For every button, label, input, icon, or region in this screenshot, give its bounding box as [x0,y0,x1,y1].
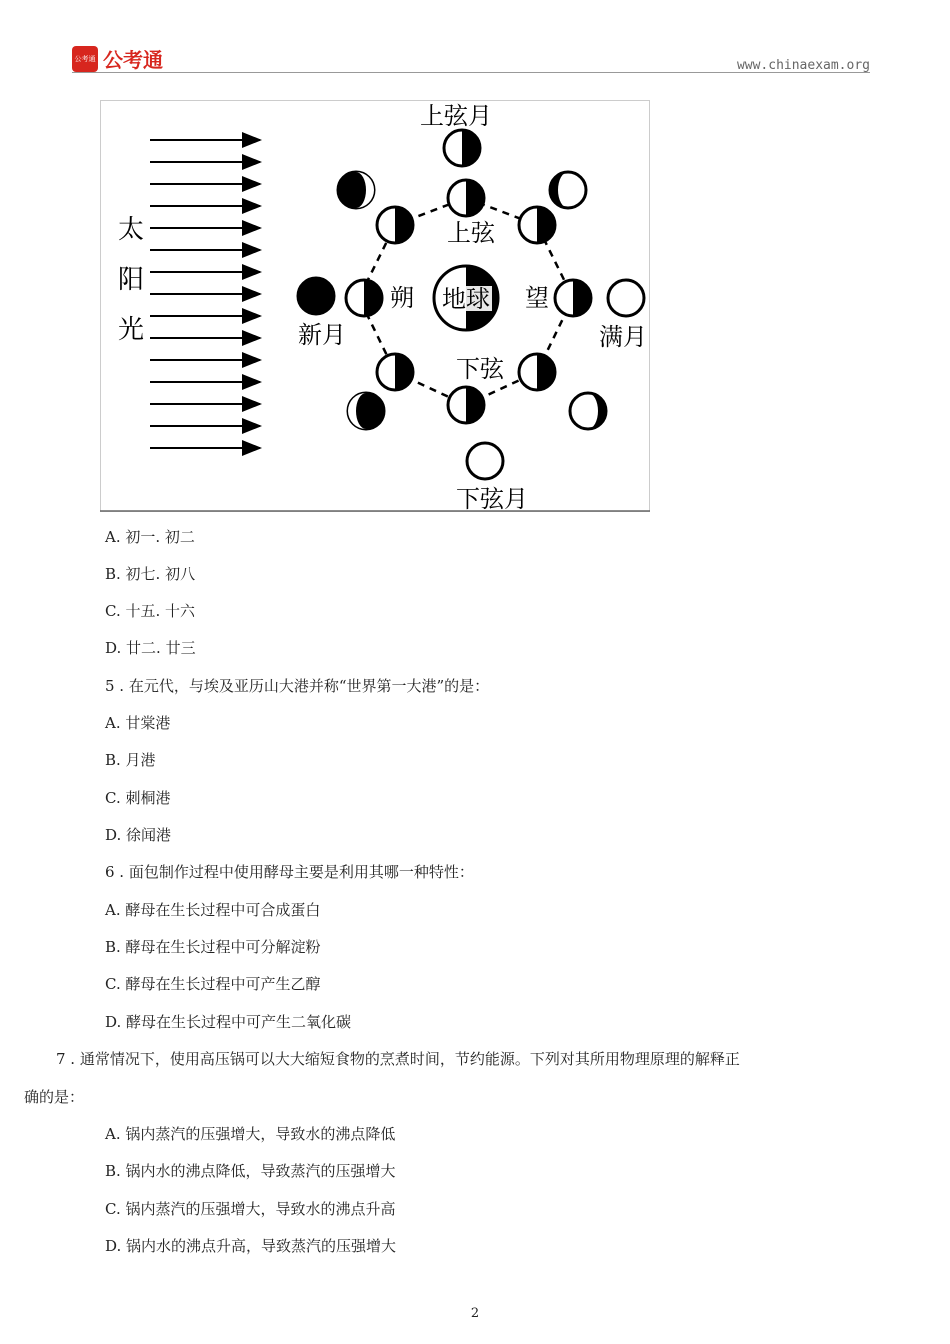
label-last-quarter: 下弦 [456,355,504,383]
outer-moon-waxing-gibbous [550,172,586,208]
q4-option-d: D. 廿二. 廿三 [105,639,196,657]
q6-stem: 6 . 面包制作过程中使用酵母主要是利用其哪一种特性： [105,863,474,881]
q4-option-c: C. 十五. 十六 [105,602,196,620]
sunlight-char-3: 光 [118,315,145,345]
page-number: 2 [470,1306,480,1321]
label-full: 望 [525,284,549,312]
orbit-moon-bottom-right [519,354,555,390]
outer-moon-new [298,278,334,314]
header-divider [72,72,870,73]
q5-option-b: B. 月港 [105,751,156,769]
orbit-moon-top-right [519,207,555,243]
label-new: 朔 [390,284,414,312]
q6-option-c: C. 酵母在生长过程中可产生乙醇 [105,975,321,993]
label-full-moon: 满月 [599,323,647,351]
outer-moon-last-quarter [467,443,503,479]
logo-badge: 公考通 [72,46,98,72]
q7-option-c: C. 锅内蒸汽的压强增大，导致水的沸点升高 [105,1200,396,1218]
label-first-quarter: 上弦 [447,219,495,247]
q6-option-d: D. 酵母在生长过程中可产生二氧化碳 [105,1013,352,1031]
earth-label: 地球 [442,285,490,313]
q7-option-a: A. 锅内蒸汽的压强增大，导致水的沸点降低 [105,1125,396,1143]
outer-moon-first-quarter [444,130,480,166]
q5-option-a: A. 甘棠港 [105,714,171,732]
label-new-moon: 新月 [298,321,346,349]
outer-moon-full [608,280,644,316]
moon-phase-diagram [100,100,650,512]
q5-stem: 5 . 在元代，与埃及亚历山大港并称“世界第一大港”的是： [105,677,490,695]
q5-option-c: C. 刺桐港 [105,789,171,807]
outer-moon-waning-gibbous [570,393,606,429]
q4-option-a: A. 初一. 初二 [105,528,195,546]
q6-option-b: B. 酵母在生长过程中可分解淀粉 [105,938,321,956]
logo-text: 公考通 [103,48,163,72]
outer-moon-waning-crescent [348,393,384,429]
outer-moon-waxing-crescent [338,172,374,208]
q7-stem-line-1: 7 . 通常情况下，使用高压锅可以大大缩短食物的烹煮时间，节约能源。下列对其所用物理原理的解释正 [56,1050,740,1068]
orbit-moon-bottom [448,387,484,423]
label-first-quarter-moon: 上弦月 [420,102,492,130]
logo[interactable] [72,44,163,73]
orbit-moon-top [448,180,484,216]
q4-option-b: B. 初七. 初八 [105,565,196,583]
orbit-moon-top-left [377,207,413,243]
q7-stem-line-2: 确的是： [24,1088,85,1106]
orbit-moon-left [346,280,382,316]
q5-option-d: D. 徐闻港 [105,826,172,844]
label-last-quarter-moon: 下弦月 [456,485,528,512]
orbit-moon-right [555,280,591,316]
q7-option-b: B. 锅内水的沸点降低，导致蒸汽的压强增大 [105,1162,396,1180]
orbit-moon-bottom-left [377,354,413,390]
q7-option-d: D. 锅内水的沸点升高，导致蒸汽的压强增大 [105,1237,397,1255]
site-url[interactable]: www.chinaexam.org [736,58,870,73]
page-header [0,0,950,80]
q6-option-a: A. 酵母在生长过程中可合成蛋白 [105,901,321,919]
sunlight-char-1: 太 [118,215,145,245]
sunlight-char-2: 阳 [118,265,145,295]
